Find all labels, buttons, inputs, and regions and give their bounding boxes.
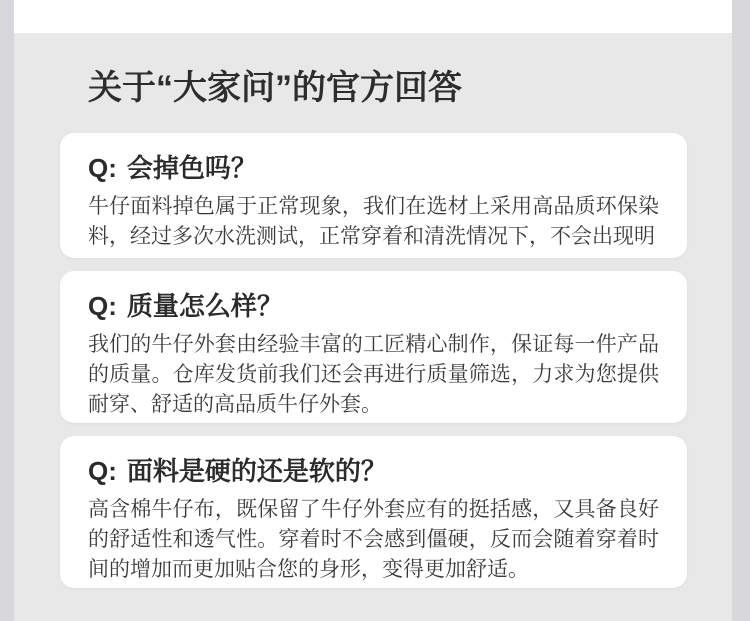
qa-card-fabric-feel (60, 436, 687, 588)
question-prefix: Q: (88, 456, 117, 486)
official-qa-section (14, 33, 732, 588)
question-heading (88, 456, 659, 486)
qa-card-fading (60, 133, 687, 258)
question-prefix: Q: (88, 291, 117, 321)
qa-card-list (14, 133, 732, 588)
page-content-area (14, 0, 732, 621)
previous-section-white-strip (14, 0, 732, 33)
answer-text: 高含棉牛仔布，既保留了牛仔外套应有的挺括感，又具备良好的舒适性和透气性。穿着时不会感到僵硬，反而会随着穿着时间的增加而更加贴合您的身形，变得更加舒适。 (88, 498, 659, 581)
qa-card-quality (60, 271, 687, 423)
answer-text: 牛仔面料掉色属于正常现象，我们在选材上采用高品质环保染料，经过多次水洗测试，正常穿着和清洗情况下，不会出现明 (88, 195, 659, 248)
answer-text: 我们的牛仔外套由经验丰富的工匠精心制作，保证每一件产品的质量。仓库发货前我们还会再进行质量筛选，力求为您提供耐穿、舒适的高品质牛仔外套。 (88, 333, 659, 416)
question-text: 面料是硬的还是软的？ (126, 456, 387, 486)
section-title: 关于“大家问”的官方回答 (88, 69, 462, 107)
question-heading (88, 291, 659, 321)
question-text: 会掉色吗？ (126, 153, 257, 183)
question-heading (88, 153, 659, 183)
question-prefix: Q: (88, 153, 117, 183)
question-text: 质量怎么样？ (126, 291, 283, 321)
